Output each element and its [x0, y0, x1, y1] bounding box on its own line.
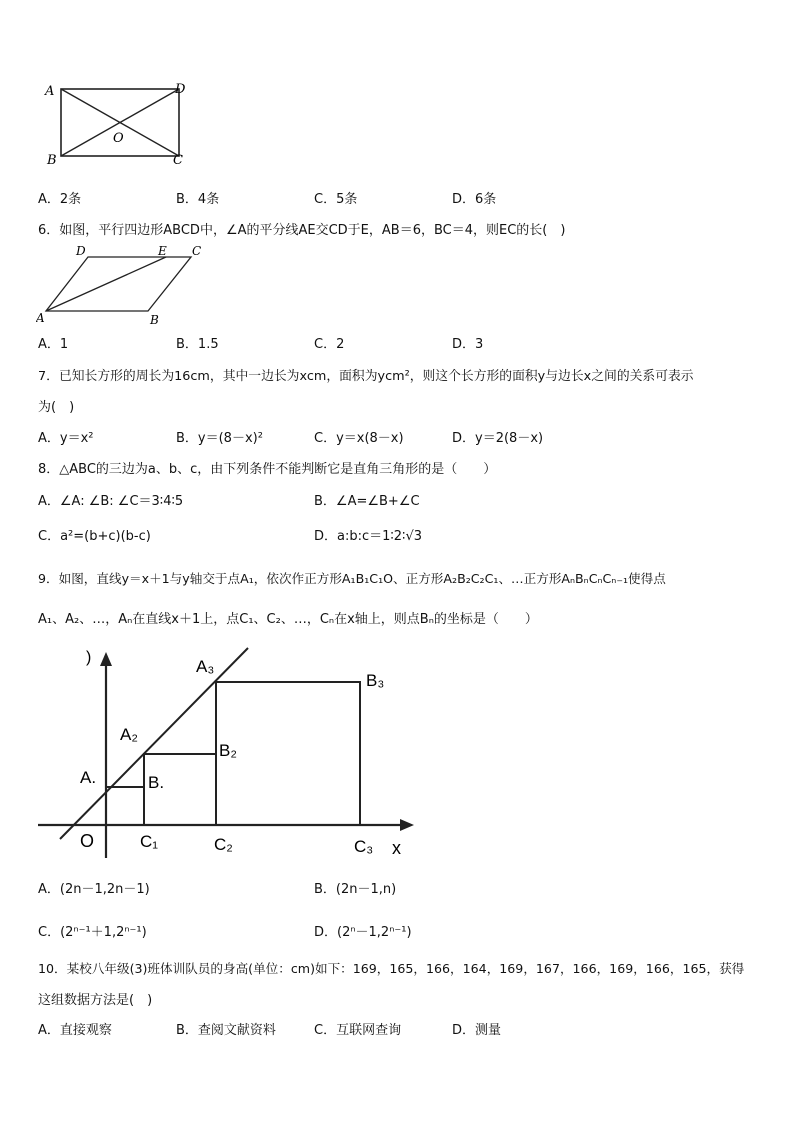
- q9-label-y: ): [86, 649, 92, 666]
- q6-label-a: A: [36, 311, 45, 325]
- q5-label-o: O: [113, 131, 124, 146]
- q10-option-c[interactable]: C．互联网查询: [314, 1023, 402, 1038]
- q10-option-b[interactable]: B．查阅文献资料: [176, 1023, 276, 1038]
- q6-label-b: B: [150, 313, 159, 327]
- q6-label-e: E: [158, 244, 167, 258]
- q5-option-c[interactable]: C．5条: [314, 192, 358, 207]
- q6-parallelogram: [46, 257, 191, 311]
- q7-stem-line2: 为( ): [38, 400, 75, 415]
- q9-y-axis-arrow: [100, 652, 112, 666]
- q6-label-d: D: [76, 244, 86, 258]
- q8-option-d[interactable]: D．a:b:c＝1∶2∶√3: [314, 529, 422, 544]
- q5-figure: [40, 76, 200, 168]
- q6-stem: 6．如图，平行四边形ABCD中，∠A的平分线AE交CD于E，AB＝6，BC＝4，则EC的长( ): [38, 223, 566, 238]
- q7-option-d[interactable]: D．y＝2(8－x): [452, 431, 544, 446]
- q7-option-a[interactable]: A．y＝x²: [38, 431, 94, 446]
- q5-option-a[interactable]: A．2条: [38, 192, 82, 207]
- q10-option-d[interactable]: D．测量: [452, 1023, 502, 1038]
- q10-stem-line1: 10．某校八年级(3)班体训队员的身高(单位：cm)如下：169，165，166，164，169，167，166，169，166，165，获得: [38, 961, 745, 976]
- q8-option-a[interactable]: A．∠A: ∠B: ∠C＝3∶4∶5: [38, 494, 184, 509]
- q9-x-axis-arrow: [400, 819, 414, 831]
- q9-label-o: O: [80, 831, 95, 851]
- q10-option-a[interactable]: A．直接观察: [38, 1023, 112, 1038]
- q8-option-c[interactable]: C．a²=(b+c)(b-c): [38, 529, 151, 544]
- q9-label-b3: B₃: [366, 671, 385, 690]
- q9-square-3: [216, 682, 360, 825]
- q9-label-c2: C₂: [214, 835, 233, 854]
- q6-option-d[interactable]: D．3: [452, 337, 484, 352]
- q9-option-b[interactable]: B．(2n－1,n): [314, 882, 397, 897]
- q9-option-c[interactable]: C．(2ⁿ⁻¹＋1,2ⁿ⁻¹): [38, 925, 147, 940]
- q6-option-c[interactable]: C．2: [314, 337, 345, 352]
- q5-label-c: C: [173, 153, 183, 168]
- q5-label-a: A: [45, 84, 55, 99]
- q6-bisector-ae: [46, 257, 166, 311]
- q9-square-1: [106, 787, 144, 825]
- q9-stem-line1: 9．如图，直线y＝x＋1与y轴交于点A₁，依次作正方形A₁B₁C₁O、正方形A₂B₂C₂C₁、…正方形AₙBₙCₙCₙ₋₁使得点: [38, 571, 666, 586]
- q9-label-c3: C₃: [354, 837, 374, 856]
- q9-label-b2: B₂: [219, 741, 237, 760]
- q10-stem-line2: 这组数据方法是( ): [38, 993, 153, 1008]
- q9-label-a3: A₃: [196, 657, 215, 676]
- q9-label-c1: C₁: [140, 832, 159, 851]
- q9-label-x: x: [392, 838, 401, 858]
- q9-label-a2: A₂: [120, 725, 138, 744]
- q7-option-b[interactable]: B．y＝(8－x)²: [176, 431, 263, 446]
- q9-figure: [36, 644, 426, 864]
- q5-label-b: B: [47, 153, 57, 168]
- q8-stem: 8．△ABC的三边为a、b、c，由下列条件不能判断它是直角三角形的是（ ）: [38, 462, 497, 477]
- q5-option-b[interactable]: B．4条: [176, 192, 220, 207]
- q6-figure: [36, 241, 216, 327]
- q8-option-b[interactable]: B．∠A=∠B+∠C: [314, 494, 420, 509]
- q9-stem-line2: A₁、A₂、…，Aₙ在直线x＋1上，点C₁、C₂、…，Cₙ在x轴上，则点Bₙ的坐标是（ ）: [38, 612, 538, 627]
- q5-option-d[interactable]: D．6条: [452, 192, 497, 207]
- q6-option-b[interactable]: B．1.5: [176, 337, 219, 352]
- q6-label-c: C: [192, 244, 202, 258]
- q7-stem-line1: 7．已知长方形的周长为16cm，其中一边长为xcm，面积为ycm²，则这个长方形的面积y与边长x之间的关系可表示: [38, 369, 694, 384]
- q9-option-a[interactable]: A．(2n－1,2n－1): [38, 882, 150, 897]
- q9-option-d[interactable]: D．(2ⁿ－1,2ⁿ⁻¹): [314, 925, 412, 940]
- q6-option-a[interactable]: A．1: [38, 337, 69, 352]
- q7-option-c[interactable]: C．y＝x(8－x): [314, 431, 404, 446]
- q9-label-b1: B.: [148, 773, 165, 792]
- q5-label-d: D: [175, 82, 186, 97]
- q9-label-a1: A.: [80, 768, 97, 787]
